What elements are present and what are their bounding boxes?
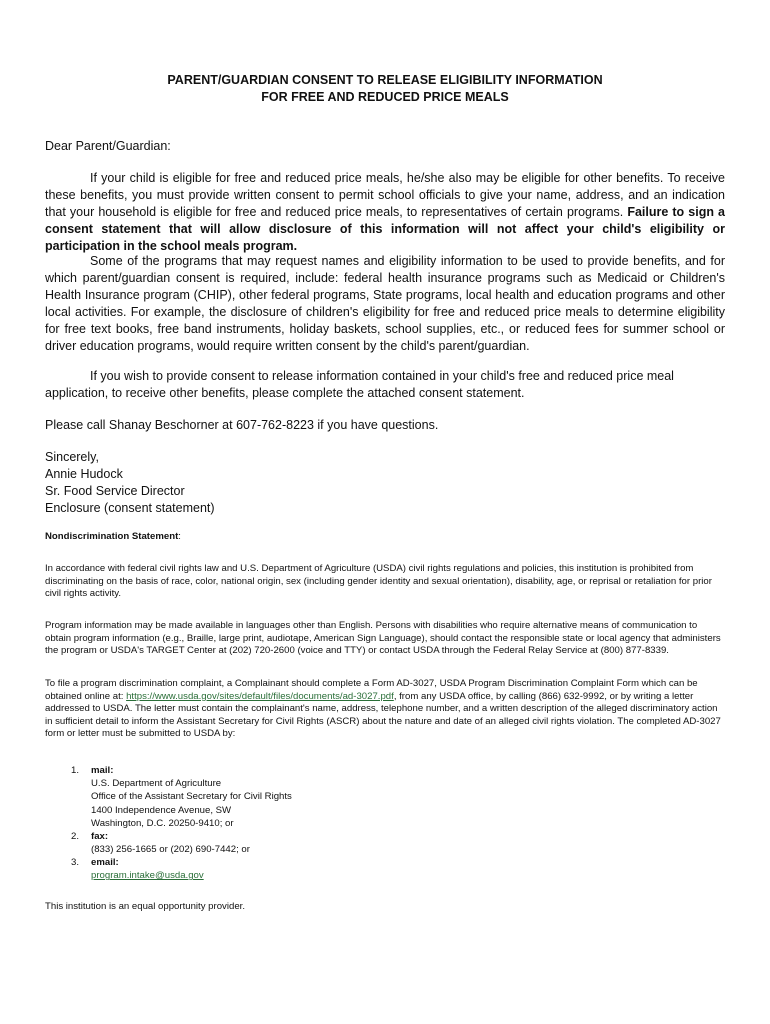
address-line: Office of the Assistant Secretary for Civil Rights — [91, 791, 292, 803]
enclosure-note: Enclosure (consent statement) — [45, 501, 215, 515]
nondiscrimination-paragraph-1: In accordance with federal civil rights law and U.S. Department of Agriculture (USDA) civil rights regulations and policies, this institution is prohibited from discriminating on the basis of race, color, national origin, sex (including gender identity and sexual orientation), disability, age, or reprisal or retaliation for prior civil rights activity. — [45, 563, 712, 600]
nondiscrimination-heading-text: Nondiscrimination Statement — [45, 531, 179, 542]
paragraph-consent-instructions: If you wish to provide consent to release information contained in your child's free and reduced price meal application, to receive other benefits, please complete the attached consent statement. — [45, 369, 674, 400]
list-item-content — [91, 856, 204, 882]
nondiscrimination-heading — [45, 531, 725, 544]
list-number: 3. — [70, 857, 79, 868]
address-line: Washington, D.C. 20250-9410; or — [91, 817, 234, 829]
nondiscrimination-paragraph-3 — [45, 678, 725, 741]
document-title-line-2: FOR FREE AND REDUCED PRICE MEALS — [261, 90, 509, 104]
complaint-text-end: , from any USDA office, by calling (866) 632-9992, or by writing a letter addressed to USDA. The letter must contain the complainant's name, address, telephone number, and a written description of the alleged discriminatory action in sufficient detail to inform the Assistant Secretary for Civil Rights (ASCR) about the nature and date of an alleged civil rights violation. The completed AD-3027 form or letter must be submitted to USDA by: — [45, 690, 721, 740]
paragraph-bold-statement: Failure to sign a consent statement that will allow disclosure of this information will not affect your child's eligibility or participation in the school meals program. — [45, 205, 725, 253]
salutation: Dear Parent/Guardian: — [45, 139, 171, 153]
equal-opportunity-footer: This institution is an equal opportunity provider. — [45, 901, 245, 912]
paragraph-eligibility-benefits — [45, 170, 725, 255]
list-item-content — [91, 830, 250, 856]
list-number: 1. — [70, 765, 79, 776]
email-link[interactable]: program.intake@usda.gov — [91, 870, 204, 882]
document-title-line-1: PARENT/GUARDIAN CONSENT TO RELEASE ELIGIBILITY INFORMATION — [167, 73, 603, 87]
address-line: U.S. Department of Agriculture — [91, 778, 222, 790]
list-number: 2. — [70, 831, 79, 842]
ad-3027-form-link[interactable]: https://www.usda.gov/sites/default/files/documents/ad-3027.pdf — [126, 690, 394, 702]
list-item-label: fax: — [91, 831, 109, 842]
closing-block — [45, 449, 725, 517]
complaint-text-start: To file a program discrimination complaint, a Complainant should complete a Form AD-3027, USDA Program Discrimination Complaint Form which can be obtained online at: — [45, 678, 698, 702]
paragraph-programs: Some of the programs that may request names and eligibility information to be used to provide benefits, and for which parent/guardian consent is required, include: federal health insurance programs such as Medicaid or Children's Health Insurance program (CHIP), other federal programs, State programs, local health and education programs and other local activities. For example, the disclosure of children's eligibility for free and reduced price meals to determine eligibility for free text books, free band instruments, holiday baskets, school supplies, etc., or reduced fees for summer school or driver education programs, would require written consent by the child's parent/guardian. — [45, 254, 725, 353]
closing-sincerely: Sincerely, — [45, 450, 99, 464]
list-item-label: email: — [91, 857, 119, 868]
address-line: 1400 Independence Avenue, SW — [91, 804, 232, 816]
list-item-label: mail: — [91, 765, 114, 776]
nondiscrimination-paragraph-2: Program information may be made available in languages other than English. Persons with disabilities who require alternative means of communication to obtain program information (e.g., Braille, large print, audiotape, American Sign Language), should contact the responsible state or local agency that administers the program or USDA's TARGET Center at (202) 720-2600 (voice and TTY) or contact USDA through the Federal Relay Service at (800) 877-8339. — [45, 620, 721, 657]
heading-colon: : — [178, 531, 181, 542]
signer-role: Sr. Food Service Director — [45, 484, 185, 498]
list-item-content — [91, 764, 292, 830]
fax-numbers: (833) 256-1665 or (202) 690-7442; or — [91, 844, 250, 856]
contact-line: Please call Shanay Beschorner at 607-762-8223 if you have questions. — [45, 418, 439, 432]
signer-name: Annie Hudock — [45, 467, 123, 481]
paragraph-text: If your child is eligible for free and reduced price meals, he/she also may be eligible for other benefits. To receive these benefits, you must provide written consent to permit school officials to give your name, address, and an indication that your household is eligible for free and reduced price meals, to representatives of certain programs. — [45, 171, 725, 219]
